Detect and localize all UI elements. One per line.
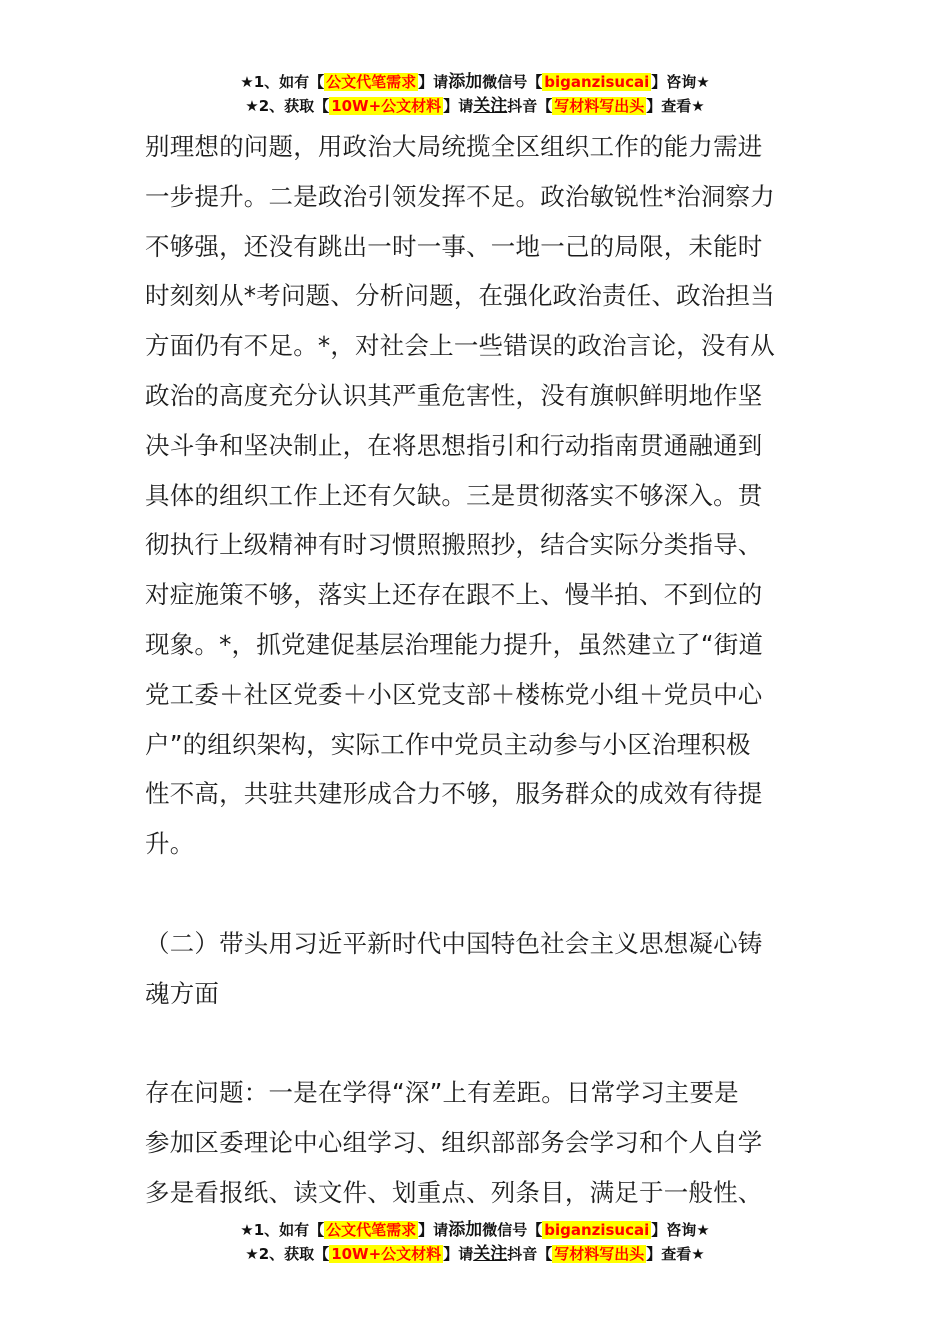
body-line: 现象。*，抓党建促基层治理能力提升，虽然建立了“街道 xyxy=(145,629,764,659)
body-line: 存在问题：一是在学得“深”上有差距。日常学习主要是 xyxy=(145,1078,739,1108)
body-line: 性不高，共驻共建形成合力不够，服务群众的成效有待提 xyxy=(145,779,763,809)
banner-text: ★1、如有【 xyxy=(240,1221,325,1239)
banner-text: 】请 xyxy=(418,73,449,91)
banner-text: ★2、获取【 xyxy=(245,1245,330,1263)
body-line: 别理想的问题，用政治大局统揽全区组织工作的能力需进 xyxy=(145,132,763,161)
banner-text: 】咨询★ xyxy=(651,1221,710,1239)
banner-emphasis: 添加 xyxy=(448,1220,483,1240)
highlight-service: 公文代笔需求 xyxy=(326,1221,417,1239)
banner-emphasis: 关注 xyxy=(473,96,508,116)
body-line: 多是看报纸、读文件、划重点、列条目，满足于一般性、 xyxy=(145,1177,763,1207)
highlight-materials: 10W+公文材料 xyxy=(331,97,442,115)
body-line: 方面仍有不足。*，对社会上一些错误的政治言论，没有从 xyxy=(145,331,775,361)
section-heading-line: （二）带头用习近平新时代中国特色社会主义思想凝心铸 xyxy=(145,928,763,958)
body-line: 时刻刻从*考问题、分析问题，在强化政治责任、政治担当 xyxy=(145,281,775,311)
paragraph-gap xyxy=(145,869,810,919)
banner-line-1 xyxy=(0,70,950,94)
section-heading-line: 魂方面 xyxy=(145,978,220,1008)
highlight-service: 公文代笔需求 xyxy=(326,73,417,91)
highlight-materials: 10W+公文材料 xyxy=(331,1245,442,1263)
body-line: 政治的高度充分认识其严重危害性，没有旗帜鲜明地作坚 xyxy=(145,380,763,410)
banner-line-2 xyxy=(0,1242,950,1266)
banner-text: 微信号【 xyxy=(482,1221,543,1239)
body-line: 户”的组织架构，实际工作中党员主动参与小区治理积极 xyxy=(145,729,751,759)
body-line: 彻执行上级精神有时习惯照搬照抄，结合实际分类指导、 xyxy=(145,530,763,560)
banner-emphasis: 关注 xyxy=(473,1244,508,1264)
footer-banner xyxy=(0,1218,950,1266)
body-line: 一步提升。二是政治引领发挥不足。政治敏锐性*治洞察力 xyxy=(145,181,775,211)
banner-text: 抖音【 xyxy=(507,97,553,115)
banner-text: 】咨询★ xyxy=(651,73,710,91)
banner-text: 】查看★ xyxy=(646,1245,705,1263)
highlight-douyin-account: 写材料写出头 xyxy=(554,1245,645,1263)
paragraph-gap xyxy=(145,1018,810,1068)
banner-text: 微信号【 xyxy=(482,73,543,91)
body-line: 不够强，还没有跳出一时一事、一地一己的局限，未能时 xyxy=(145,231,763,261)
body-line: 升。 xyxy=(145,829,195,859)
body-line: 党工委＋社区党委＋小区党支部＋楼栋党小组＋党员中心 xyxy=(145,679,763,709)
document-body xyxy=(145,122,810,1218)
banner-text: 】请 xyxy=(443,97,474,115)
highlight-wechat-id: biganzisucai xyxy=(544,1221,650,1239)
banner-text: 】请 xyxy=(443,1245,474,1263)
banner-text: ★1、如有【 xyxy=(240,73,325,91)
banner-text: ★2、获取【 xyxy=(245,97,330,115)
body-line: 对症施策不够，落实上还存在跟不上、慢半拍、不到位的 xyxy=(145,580,763,610)
body-line: 参加区委理论中心组学习、组织部部务会学习和个人自学 xyxy=(145,1127,763,1157)
body-line: 决斗争和坚决制止，在将思想指引和行动指南贯通融通到 xyxy=(145,430,763,460)
banner-line-1 xyxy=(0,1218,950,1242)
header-banner xyxy=(0,70,950,118)
banner-line-2 xyxy=(0,94,950,118)
highlight-douyin-account: 写材料写出头 xyxy=(554,97,645,115)
banner-text: 】请 xyxy=(418,1221,449,1239)
body-line: 具体的组织工作上还有欠缺。三是贯彻落实不够深入。贯 xyxy=(145,480,763,510)
highlight-wechat-id: biganzisucai xyxy=(544,73,650,91)
banner-text: 抖音【 xyxy=(507,1245,553,1263)
banner-text: 】查看★ xyxy=(646,97,705,115)
banner-emphasis: 添加 xyxy=(448,72,483,92)
